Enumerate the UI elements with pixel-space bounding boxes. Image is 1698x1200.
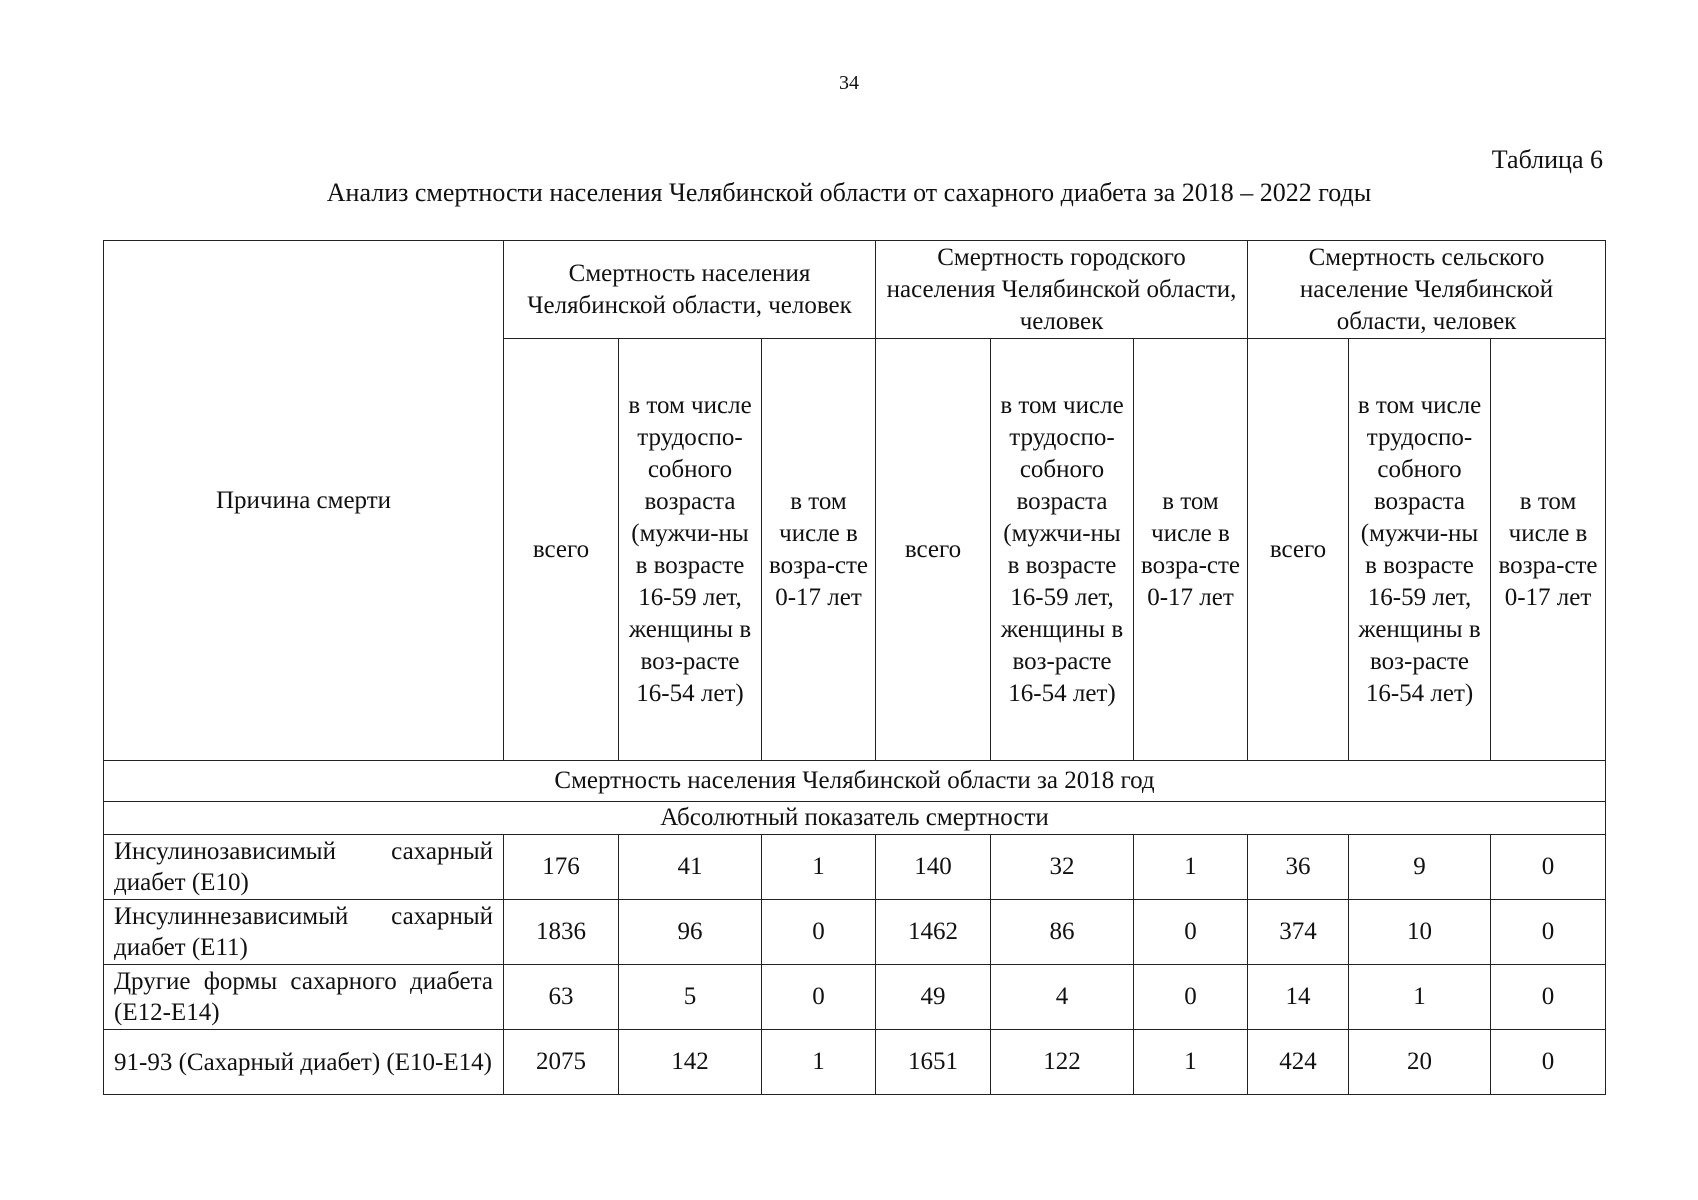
table-title: Анализ смертности населения Челябинской области от сахарного диабета за 2018 – 2022 годы — [326, 178, 1372, 207]
value-cell: 424 — [1248, 1030, 1349, 1095]
value-cell: 14 — [1248, 965, 1349, 1030]
value-cell: 122 — [991, 1030, 1134, 1095]
table-row — [104, 1030, 1606, 1095]
value-cell: 41 — [619, 835, 762, 900]
cause-cell: Другие формы сахарного диабета (Е12-Е14) — [104, 965, 504, 1030]
section-row — [104, 761, 1606, 802]
value-cell: 1 — [1134, 1030, 1248, 1095]
value-cell: 1 — [762, 1030, 876, 1095]
value-cell: 20 — [1349, 1030, 1491, 1095]
value-cell: 374 — [1248, 900, 1349, 965]
cause-header: Причина смерти — [104, 241, 504, 761]
group-header-rural: Смертность сельского население Челябинской области, человек — [1248, 241, 1606, 339]
value-cell: 0 — [1491, 835, 1606, 900]
value-cell: 1651 — [876, 1030, 991, 1095]
subheader-age-0-17: в том числе в возра-сте 0-17 лет — [1134, 339, 1248, 761]
value-cell: 86 — [991, 900, 1134, 965]
cause-cell: Инсулиннезависимый сахарный диабет (Е11) — [104, 900, 504, 965]
value-cell: 0 — [1134, 900, 1248, 965]
value-cell: 1 — [762, 835, 876, 900]
value-cell: 1 — [1134, 835, 1248, 900]
subsection-row — [104, 802, 1606, 835]
value-cell: 10 — [1349, 900, 1491, 965]
subheader-total: всего — [504, 339, 619, 761]
subheader-age-0-17: в том числе в возра-сте 0-17 лет — [1491, 339, 1606, 761]
value-cell: 1836 — [504, 900, 619, 965]
value-cell: 176 — [504, 835, 619, 900]
value-cell: 0 — [762, 900, 876, 965]
value-cell: 4 — [991, 965, 1134, 1030]
value-cell: 0 — [1491, 965, 1606, 1030]
value-cell: 5 — [619, 965, 762, 1030]
value-cell: 0 — [1491, 900, 1606, 965]
value-cell: 49 — [876, 965, 991, 1030]
subheader-working-age: в том числе трудоспо-собного возраста (мужчи-ны в возрасте 16-59 лет, женщины в воз-расте 16-54 лет) — [1349, 339, 1491, 761]
group-header-region: Смертность населения Челябинской области, человек — [504, 241, 876, 339]
subheader-age-0-17: в том числе в возра-сте 0-17 лет — [762, 339, 876, 761]
value-cell: 140 — [876, 835, 991, 900]
value-cell: 0 — [1491, 1030, 1606, 1095]
value-cell: 0 — [762, 965, 876, 1030]
subsection-title: Абсолютный показатель смертности — [104, 802, 1606, 835]
group-header-urban: Смертность городского населения Челябинской области, человек — [876, 241, 1248, 339]
page-number: 34 — [839, 72, 859, 94]
value-cell: 9 — [1349, 835, 1491, 900]
value-cell: 0 — [1134, 965, 1248, 1030]
header-row-groups — [104, 241, 1606, 339]
value-cell: 63 — [504, 965, 619, 1030]
table-row — [104, 900, 1606, 965]
subheader-total: всего — [876, 339, 991, 761]
value-cell: 1 — [1349, 965, 1491, 1030]
table-row — [104, 965, 1606, 1030]
value-cell: 142 — [619, 1030, 762, 1095]
value-cell: 2075 — [504, 1030, 619, 1095]
section-title: Смертность населения Челябинской области за 2018 год — [104, 761, 1606, 802]
value-cell: 32 — [991, 835, 1134, 900]
mortality-table — [103, 240, 1606, 1095]
cause-cell: Инсулинозависимый сахарный диабет (Е10) — [104, 835, 504, 900]
table-label: Таблица 6 — [1491, 145, 1603, 174]
cause-cell: 91-93 (Сахарный диабет) (Е10-Е14) — [104, 1030, 504, 1095]
subheader-working-age: в том числе трудоспо-собного возраста (мужчи-ны в возрасте 16-59 лет, женщины в воз-расте 16-54 лет) — [619, 339, 762, 761]
table-row — [104, 835, 1606, 900]
value-cell: 1462 — [876, 900, 991, 965]
subheader-total: всего — [1248, 339, 1349, 761]
value-cell: 96 — [619, 900, 762, 965]
value-cell: 36 — [1248, 835, 1349, 900]
subheader-working-age: в том числе трудоспо-собного возраста (мужчи-ны в возрасте 16-59 лет, женщины в воз-расте 16-54 лет) — [991, 339, 1134, 761]
